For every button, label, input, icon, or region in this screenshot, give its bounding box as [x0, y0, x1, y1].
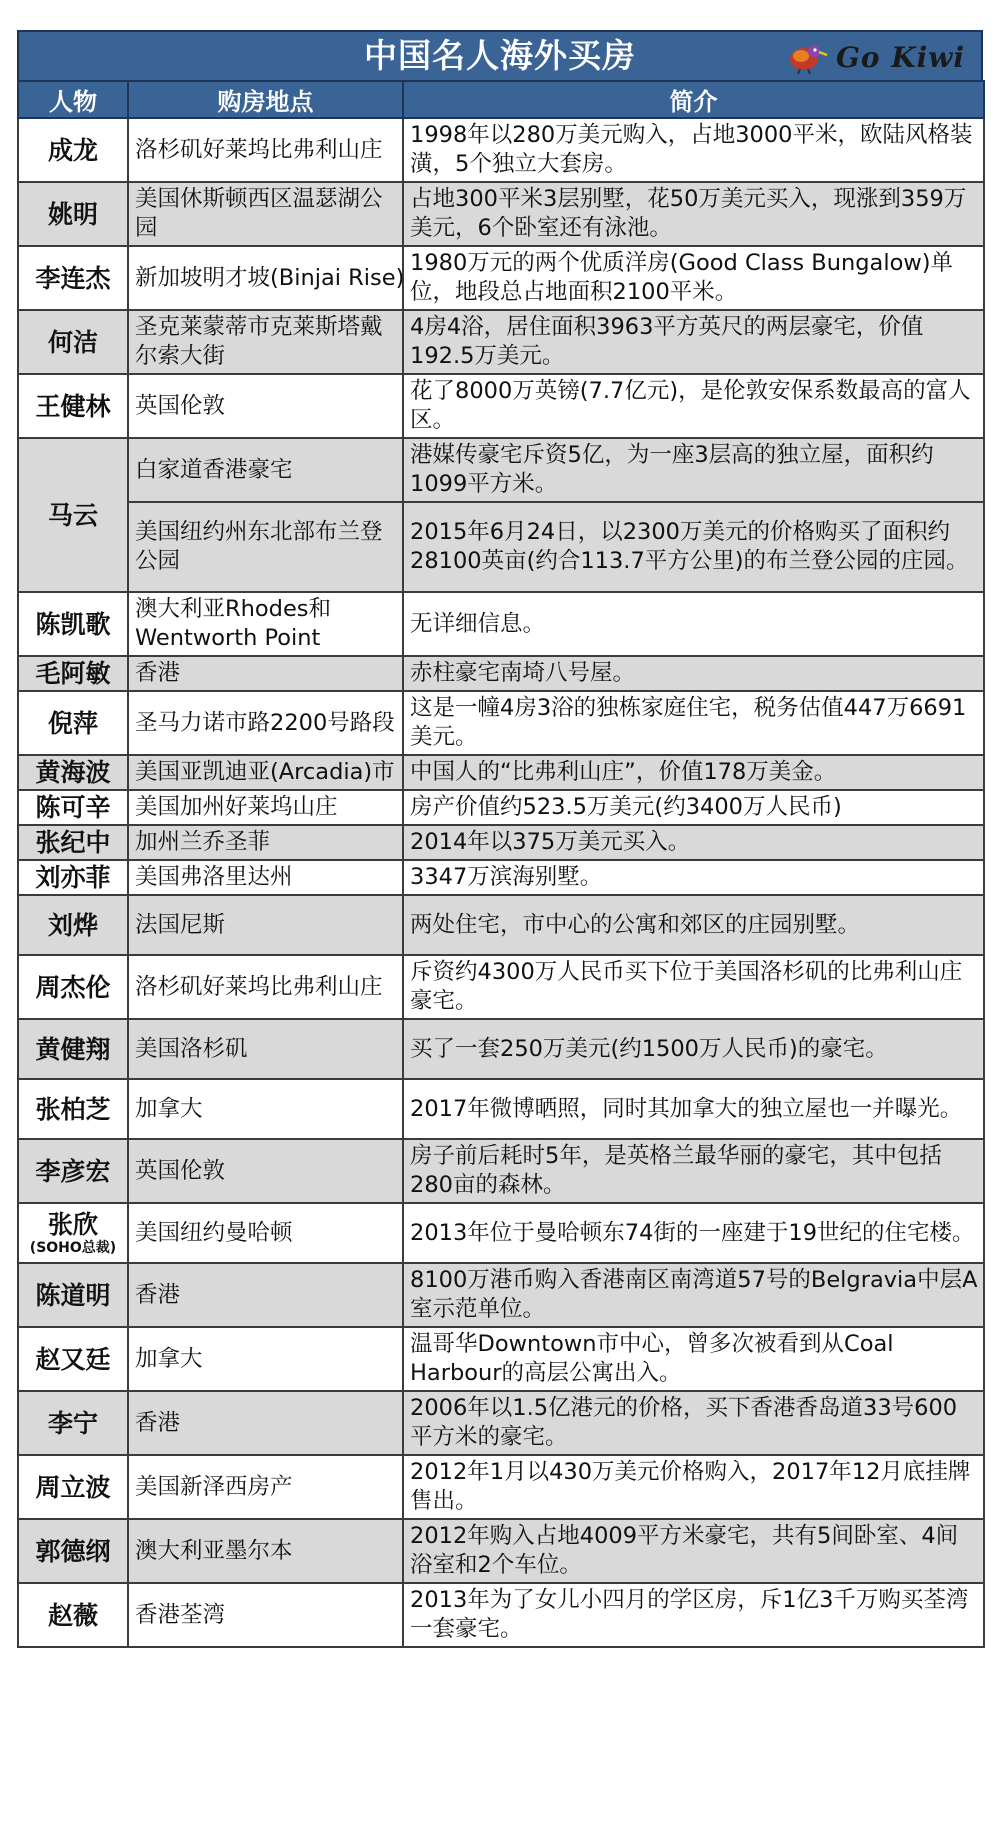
intro-cell: 房产价值约523.5万美元(约3400万人民币) [403, 790, 984, 825]
location-cell: 澳大利亚Rhodes和Wentworth Point [128, 592, 403, 656]
person-name: 郭德纲 [18, 1519, 128, 1583]
page-title: 中国名人海外买房 [364, 36, 636, 75]
location-cell: 加拿大 [128, 1079, 403, 1139]
intro-cell: 房子前后耗时5年，是英格兰最华丽的豪宅，其中包括280亩的森林。 [403, 1139, 984, 1203]
table-row [18, 502, 984, 592]
intro-cell: 2013年为了女儿小四月的学区房，斥1亿3千万购买荃湾一套豪宅。 [403, 1583, 984, 1647]
location-cell: 香港 [128, 656, 403, 691]
person-name: 陈凯歌 [18, 592, 128, 656]
location-cell: 美国弗洛里达州 [128, 860, 403, 895]
intro-cell: 2017年微博晒照，同时其加拿大的独立屋也一并曝光。 [403, 1079, 984, 1139]
table-row [18, 955, 984, 1019]
location-cell: 白家道香港豪宅 [128, 438, 403, 502]
table-row [18, 790, 984, 825]
intro-cell: 无详细信息。 [403, 592, 984, 656]
location-cell: 美国纽约州东北部布兰登公园 [128, 502, 403, 592]
location-cell: 美国洛杉矶 [128, 1019, 403, 1079]
person-name: 张柏芝 [18, 1079, 128, 1139]
intro-cell: 2012年1月以430万美元价格购入，2017年12月底挂牌售出。 [403, 1455, 984, 1519]
intro-cell: 花了8000万英镑(7.7亿元)，是伦敦安保系数最高的富人区。 [403, 374, 984, 438]
header-row [18, 81, 984, 118]
table-row [18, 1139, 984, 1203]
celebrity-property-table [17, 30, 983, 1648]
intro-cell: 斥资约4300万人民币买下位于美国洛杉矶的比弗利山庄豪宅。 [403, 955, 984, 1019]
intro-cell: 2013年位于曼哈顿东74街的一座建于19世纪的住宅楼。 [403, 1203, 984, 1263]
person-name: 赵又廷 [18, 1327, 128, 1391]
person-name: 王健林 [18, 374, 128, 438]
person-name: 马云 [18, 438, 128, 592]
person-name: 倪萍 [18, 691, 128, 755]
intro-cell: 3347万滨海别墅。 [403, 860, 984, 895]
location-cell: 香港 [128, 1263, 403, 1327]
table-row [18, 825, 984, 860]
intro-cell: 中国人的“比弗利山庄”，价值178万美金。 [403, 755, 984, 790]
table-row [18, 895, 984, 955]
intro-cell: 港媒传豪宅斥资5亿，为一座3层高的独立屋，面积约1099平方米。 [403, 438, 984, 502]
table-row [18, 182, 984, 246]
person-name: 成龙 [18, 118, 128, 182]
person-name-cell [18, 1203, 128, 1263]
kiwi-bird-icon [784, 39, 828, 75]
table-row [18, 656, 984, 691]
person-name: 李宁 [18, 1391, 128, 1455]
table-row [18, 860, 984, 895]
intro-cell: 买了一套250万美元(约1500万人民币)的豪宅。 [403, 1019, 984, 1079]
person-name: 毛阿敏 [18, 656, 128, 691]
person-name: 周杰伦 [18, 955, 128, 1019]
person-name: 黄海波 [18, 755, 128, 790]
location-cell: 加州兰乔圣菲 [128, 825, 403, 860]
intro-cell: 温哥华Downtown市中心，曾多次被看到从Coal Harbour的高层公寓出入。 [403, 1327, 984, 1391]
table-row [18, 1583, 984, 1647]
intro-cell: 2006年以1.5亿港元的价格，买下香港香岛道33号600平方米的豪宅。 [403, 1391, 984, 1455]
header-location: 购房地点 [128, 81, 403, 118]
intro-cell: 这是一幢4房3浴的独栋家庭住宅，税务估值447万6691美元。 [403, 691, 984, 755]
intro-cell: 4房4浴，居住面积3963平方英尺的两层豪宅，价值192.5万美元。 [403, 310, 984, 374]
intro-cell: 2012年购入占地4009平方米豪宅，共有5间卧室、4间浴室和2个车位。 [403, 1519, 984, 1583]
location-cell: 法国尼斯 [128, 895, 403, 955]
table-row [18, 310, 984, 374]
table-row [18, 438, 984, 502]
location-cell: 澳大利亚墨尔本 [128, 1519, 403, 1583]
header-person: 人物 [18, 81, 128, 118]
data-table [17, 80, 985, 1648]
location-cell: 洛杉矶好莱坞比弗利山庄 [128, 118, 403, 182]
location-cell: 洛杉矶好莱坞比弗利山庄 [128, 955, 403, 1019]
person-name: 周立波 [18, 1455, 128, 1519]
intro-cell: 1998年以280万美元购入，占地3000平米，欧陆风格装潢，5个独立大套房。 [403, 118, 984, 182]
title-bar [17, 30, 983, 80]
location-cell: 英国伦敦 [128, 374, 403, 438]
location-cell: 圣马力诺市路2200号路段 [128, 691, 403, 755]
location-cell: 香港荃湾 [128, 1583, 403, 1647]
person-name: 张纪中 [18, 825, 128, 860]
table-row [18, 1263, 984, 1327]
location-cell: 美国加州好莱坞山庄 [128, 790, 403, 825]
person-name: 赵薇 [18, 1583, 128, 1647]
table-row [18, 1391, 984, 1455]
table-row [18, 374, 984, 438]
table-row [18, 1019, 984, 1079]
table-row [18, 1519, 984, 1583]
intro-cell: 2015年6月24日，以2300万美元的价格购买了面积约28100英亩(约合113.7平方公里)的布兰登公园的庄园。 [403, 502, 984, 592]
table-row [18, 1455, 984, 1519]
logo [784, 38, 965, 76]
person-name: 张欣 [47, 1209, 98, 1239]
intro-cell: 1980万元的两个优质洋房(Good Class Bungalow)单位，地段总占地面积2100平米。 [403, 246, 984, 310]
location-cell: 加拿大 [128, 1327, 403, 1391]
person-name: 陈道明 [18, 1263, 128, 1327]
location-cell: 美国纽约曼哈顿 [128, 1203, 403, 1263]
location-cell: 美国亚凯迪亚(Arcadia)市 [128, 755, 403, 790]
intro-cell: 赤柱豪宅南埼八号屋。 [403, 656, 984, 691]
intro-cell: 占地300平米3层别墅，花50万美元买入，现涨到359万美元，6个卧室还有泳池。 [403, 182, 984, 246]
person-name: 刘亦菲 [18, 860, 128, 895]
table-row [18, 592, 984, 656]
header-intro: 简介 [403, 81, 984, 118]
person-title: (SOHO总裁) [29, 1239, 117, 1256]
person-name: 陈可辛 [18, 790, 128, 825]
intro-cell: 8100万港币购入香港南区南湾道57号的Belgravia中层A室示范单位。 [403, 1263, 984, 1327]
location-cell: 新加坡明才坡(Binjai Rise) [128, 246, 403, 310]
person-name: 黄健翔 [18, 1019, 128, 1079]
table-row [18, 691, 984, 755]
intro-cell: 2014年以375万美元买入。 [403, 825, 984, 860]
table-row [18, 246, 984, 310]
table-row [18, 1327, 984, 1391]
intro-cell: 两处住宅，市中心的公寓和郊区的庄园别墅。 [403, 895, 984, 955]
table-row [18, 1079, 984, 1139]
table-row [18, 755, 984, 790]
person-name: 姚明 [18, 182, 128, 246]
table-row [18, 1203, 984, 1263]
person-name: 何洁 [18, 310, 128, 374]
person-name: 刘烨 [18, 895, 128, 955]
person-name: 李连杰 [18, 246, 128, 310]
person-name: 李彦宏 [18, 1139, 128, 1203]
logo-text: Go Kiwi [835, 40, 965, 74]
location-cell: 美国新泽西房产 [128, 1455, 403, 1519]
location-cell: 圣克莱蒙蒂市克莱斯塔戴尔索大街 [128, 310, 403, 374]
location-cell: 英国伦敦 [128, 1139, 403, 1203]
location-cell: 美国休斯顿西区温瑟湖公园 [128, 182, 403, 246]
location-cell: 香港 [128, 1391, 403, 1455]
table-row [18, 118, 984, 182]
